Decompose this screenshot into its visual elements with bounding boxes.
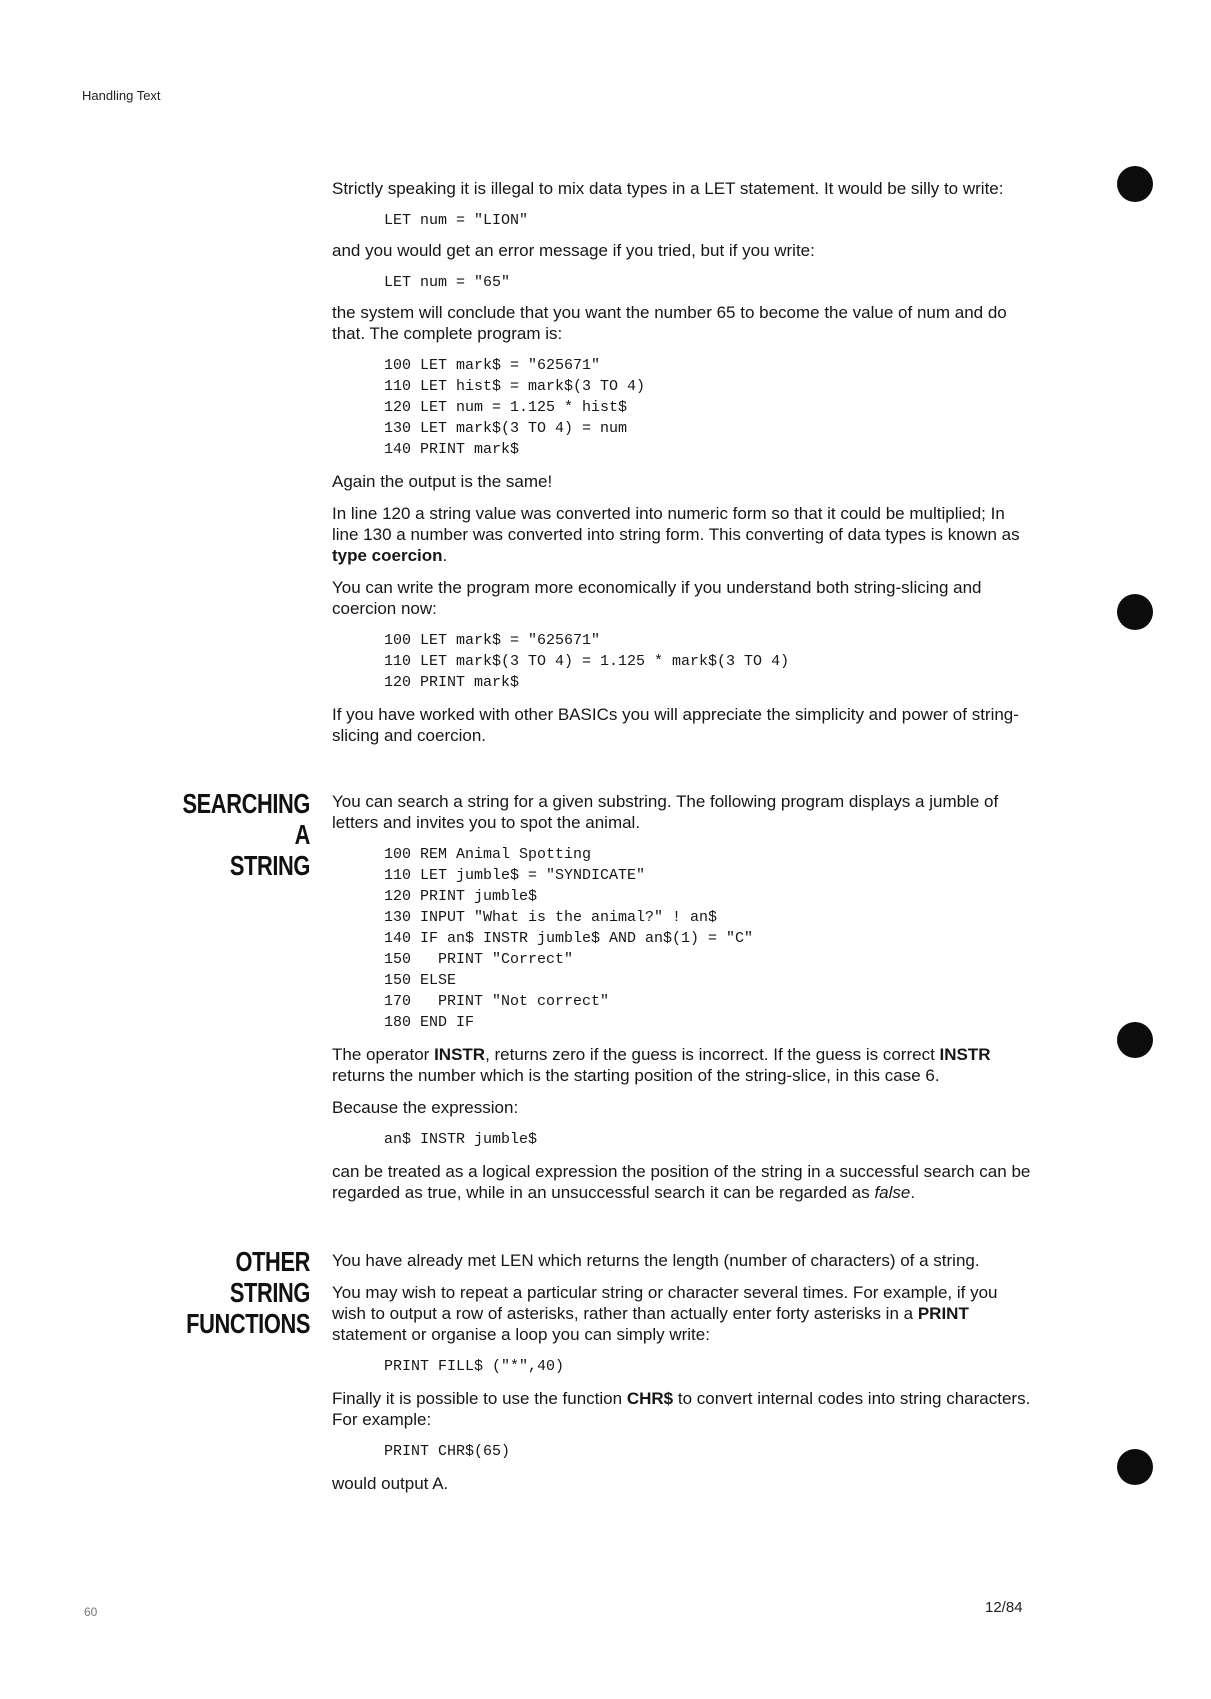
code-block: 100 LET mark$ = "625671" 110 LET mark$(3 TO 4) = 1.125 * mark$(3 TO 4) 120 PRINT mark$ bbox=[384, 632, 790, 691]
paragraph: would output A. bbox=[332, 1474, 449, 1493]
bold-term: PRINT bbox=[917, 1304, 969, 1323]
code-block: PRINT CHR$(65) bbox=[384, 1443, 511, 1460]
paragraph bbox=[332, 1044, 1032, 1086]
code-block: PRINT FILL$ ("*",40) bbox=[384, 1358, 565, 1375]
paragraph: Again the output is the same! bbox=[332, 472, 553, 491]
paragraph bbox=[332, 1282, 1032, 1345]
paragraph: Strictly speaking it is illegal to mix data types in a LET statement. It would be silly to write: bbox=[332, 179, 1004, 198]
punch-hole-4 bbox=[1117, 1449, 1153, 1485]
section-heading bbox=[166, 788, 310, 881]
paragraph bbox=[332, 1388, 1032, 1430]
running-head: Handling Text bbox=[82, 88, 161, 103]
paragraph: You have already met LEN which returns the length (number of characters) of a string. bbox=[332, 1251, 980, 1270]
paragraph bbox=[332, 1161, 1032, 1203]
code-block: 100 LET mark$ = "625671" 110 LET hist$ = mark$(3 TO 4) 120 LET num = 1.125 * hist$ 130 LET mark$(3 TO 4) = num 140 PRINT mark$ bbox=[384, 357, 646, 458]
text-run: can be treated as a logical expression the position of the string in a successful search can be regarded as true, while in an unsuccessful search it can be regarded as bbox=[332, 1162, 1031, 1202]
text-run: In line 120 a string value was converted into numeric form so that it could be multiplied; In line 130 a number was converted into string form. This converting of data types is known as bbox=[332, 504, 1020, 544]
code-block: 100 REM Animal Spotting 110 LET jumble$ = "SYNDICATE" 120 PRINT jumble$ 130 INPUT "What is the animal?" ! an$ 140 IF an$ INSTR jumble$ AND an$(1) = "C" 150 PRINT "Correct" 150 ELSE 170 PRINT "Not correct" 180 END IF bbox=[384, 846, 754, 1031]
code-block: an$ INSTR jumble$ bbox=[384, 1131, 538, 1148]
page-number: 60 bbox=[84, 1605, 98, 1619]
intro-section bbox=[332, 178, 1032, 746]
bold-term: INSTR bbox=[434, 1045, 486, 1064]
text-run: to convert internal codes into string characters. For example: bbox=[332, 1389, 1031, 1429]
heading-line: SEARCHING A bbox=[182, 788, 310, 850]
paragraph: You can write the program more economically if you understand both string-slicing and coercion now: bbox=[332, 578, 982, 618]
bold-term: type coercion bbox=[332, 546, 443, 565]
text-run: returns the number which is the starting position of the string-slice, in this case 6. bbox=[332, 1066, 940, 1085]
code-block: LET num = "65" bbox=[384, 274, 511, 291]
italic-term: false bbox=[874, 1183, 911, 1202]
text-run: . bbox=[910, 1183, 916, 1202]
paragraph: the system will conclude that you want the number 65 to become the value of num and do that. The complete program is: bbox=[332, 303, 1007, 343]
paragraph: You can search a string for a given substring. The following program displays a jumble of letters and invites you to spot the animal. bbox=[332, 792, 999, 832]
searching-section bbox=[182, 788, 1032, 1203]
text-run: The operator bbox=[332, 1045, 435, 1064]
section-heading bbox=[166, 1246, 310, 1339]
main-content bbox=[182, 178, 1032, 1505]
bold-term: CHR$ bbox=[626, 1389, 674, 1408]
paragraph bbox=[332, 503, 1032, 566]
bold-term: INSTR bbox=[939, 1045, 991, 1064]
text-run: statement or organise a loop you can simply write: bbox=[332, 1325, 710, 1344]
punch-hole-2 bbox=[1117, 594, 1153, 630]
punch-hole-1 bbox=[1117, 166, 1153, 202]
code-block: LET num = "LION" bbox=[384, 212, 529, 229]
text-run: Finally it is possible to use the function bbox=[332, 1389, 627, 1408]
text-run: . bbox=[442, 546, 448, 565]
paragraph: If you have worked with other BASICs you will appreciate the simplicity and power of string-slicing and coercion. bbox=[332, 705, 1019, 745]
issue-date: 12/84 bbox=[985, 1599, 1023, 1616]
paragraph: Because the expression: bbox=[332, 1098, 519, 1117]
heading-line: STRING bbox=[229, 850, 310, 881]
other-functions-section bbox=[186, 1246, 1032, 1494]
heading-line: OTHER STRING bbox=[229, 1246, 310, 1308]
text-run: You may wish to repeat a particular string or character several times. For example, if you wish to output a row of asterisks, rather than actually enter forty asterisks in a bbox=[332, 1283, 998, 1323]
punch-hole-3 bbox=[1117, 1022, 1153, 1058]
paragraph: and you would get an error message if you tried, but if you write: bbox=[332, 241, 815, 260]
heading-line: FUNCTIONS bbox=[186, 1308, 310, 1339]
text-run: , returns zero if the guess is incorrect. If the guess is correct bbox=[485, 1045, 940, 1064]
